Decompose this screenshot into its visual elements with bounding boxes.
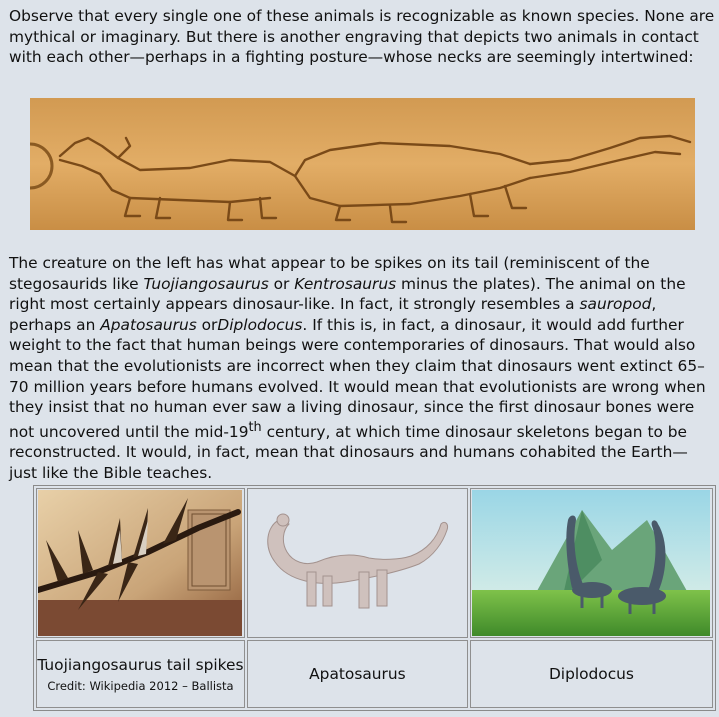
engraving-image <box>30 98 695 230</box>
tuojiangosaurus-photo <box>36 488 245 638</box>
kentrosaurus-term: Kentrosaurus <box>294 274 397 293</box>
diplodocus-illustration <box>470 488 713 638</box>
tuojiangosaurus-link: Tuojiangosaurus <box>143 274 269 293</box>
intro-paragraph: Observe that every single one of these animals is recognizable as known species. None are mythical or imaginary. But there is another engraving that depicts two animals in contact with each other—perhaps in a fighting posture—whose necks are seemingly intertwined: <box>9 7 715 67</box>
apatosaurus-term: Apatosaurus <box>100 315 197 334</box>
photo-credit: Credit: Wikipedia 2012 – Ballista <box>47 678 234 693</box>
analysis-paragraph: The creature on the left has what appear to be spikes on its tail (reminiscent of the stegosaurids like Tuojiangosaurus or Kentrosaurus minus the plates). The animal on the right most certainly appears dinosaur-like. In fact, it strongly resembles a sauropod, perhaps an Apatosaurus orDiplodocus. If this is, in fact, a dinosaur, it would add further weight to the fact that human beings were contemporaries of dinosaurs. That would also mean that the evolutionists are incorrect when they claim that dinosaurs went extinct 65–70 million years before humans evolved. It would mean that evolutionists are wrong when they insist that no human ever saw a living dinosaur, since the first dinosaur bones were not uncovered until the mid-19th century, at which time dinosaur skeletons began to be reconstructed. It would, in fact, mean that dinosaurs and humans cohabited the Earth—just like the Bible teaches. <box>9 254 706 483</box>
caption-apatosaurus: Apatosaurus <box>247 640 468 708</box>
caption-diplodocus: Diplodocus <box>470 640 713 708</box>
caption-tuojiangosaurus: Tuojiangosaurus tail spikes Credit: Wikipedia 2012 – Ballista <box>36 640 245 708</box>
apatosaurus-illustration <box>247 488 468 638</box>
diplodocus-term: Diplodocus <box>217 315 303 334</box>
dinosaur-gallery <box>33 485 716 711</box>
sauropod-term: sauropod <box>579 295 652 314</box>
